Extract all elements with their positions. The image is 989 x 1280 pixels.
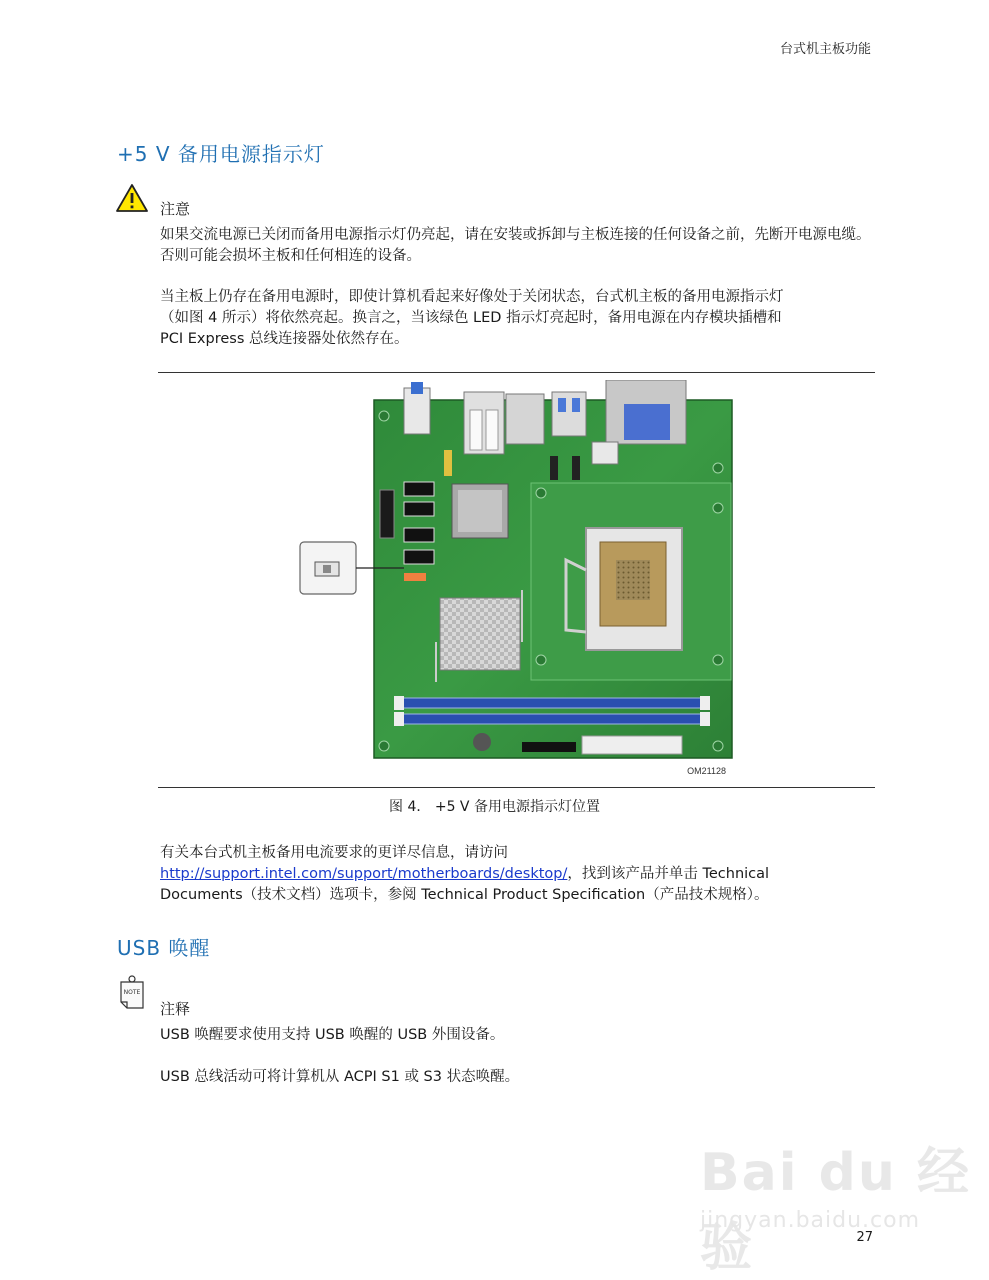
info-line-3: Documents（技术文档）选项卡，参阅 Technical Product Specification（产品技术规格）。: [160, 887, 769, 903]
motherboard-diagram: [296, 380, 736, 780]
running-header: 台式机主板功能: [779, 42, 871, 57]
info-line-2: [160, 864, 875, 885]
paragraph-line-2: （如图 4 所示）将依然亮起。换言之，当该绿色 LED 指示灯亮起时，备用电源在内存模块插槽和: [160, 310, 782, 326]
note-para-2: USB 总线活动可将计算机从 ACPI S1 或 S3 状态唤醒。: [160, 1069, 520, 1085]
note-para-1: USB 唤醒要求使用支持 USB 唤醒的 USB 外围设备。: [160, 1027, 505, 1043]
section-heading-standby-led: +5 V 备用电源指示灯: [117, 142, 325, 166]
board-code-label: OM21128: [687, 766, 726, 776]
caution-icon: [115, 183, 149, 213]
caution-text: 如果交流电源已关闭而备用电源指示灯仍亮起，请在安装或拆卸与主板连接的任何设备之前，先断开电源电缆。否则可能会损坏主板和任何相连的设备。: [160, 227, 871, 264]
watermark-logo: Bai du 经验: [700, 1143, 971, 1278]
figure-caption: 图 4． +5 V 备用电源指示灯位置: [389, 799, 600, 815]
section-heading-usb-wake: USB 唤醒: [117, 936, 211, 960]
figure-top-rule: [158, 372, 875, 373]
watermark-url: jingyan.baidu.com: [700, 1208, 921, 1233]
note-icon-text: NOTE: [123, 989, 141, 996]
info-line-2-rest: ，找到该产品并单击 Technical: [567, 866, 770, 882]
page-number: 27: [856, 1230, 873, 1245]
support-link[interactable]: http://support.intel.com/support/motherboards/desktop/: [160, 866, 568, 882]
paragraph-line-1: 当主板上仍存在备用电源时，即使计算机看起来好像处于关闭状态，台式机主板的备用电源指示灯: [160, 289, 784, 305]
info-line-1: 有关本台式机主板备用电流要求的更详尽信息，请访问: [160, 845, 508, 861]
caution-label: 注意: [160, 200, 191, 218]
figure-bottom-rule: [158, 787, 875, 788]
paragraph-line-3: PCI Express 总线连接器处依然存在。: [160, 331, 409, 347]
note-icon: [117, 974, 147, 1014]
note-label: 注释: [160, 1000, 191, 1018]
